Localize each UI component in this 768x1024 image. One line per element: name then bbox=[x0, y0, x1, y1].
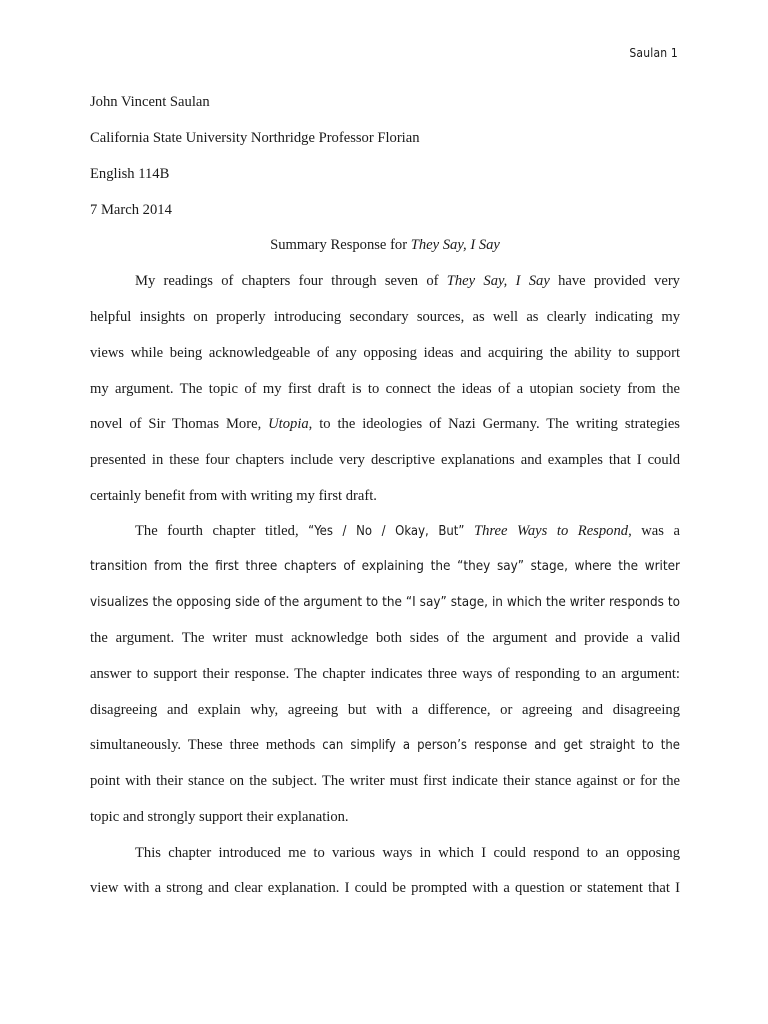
p2-l1e: , was a bbox=[628, 523, 680, 539]
p2-line-7 bbox=[90, 735, 680, 756]
p1-line-6: presented in these four chapters include very descriptive explanations and examples that I could bbox=[90, 452, 680, 468]
p1-l1-book: They Say, I Say bbox=[446, 273, 550, 289]
title-prefix: Summary Response for bbox=[270, 237, 411, 253]
date-line: 7 March 2014 bbox=[90, 202, 172, 218]
p2-line-1 bbox=[90, 521, 680, 542]
author-name: John Vincent Saulan bbox=[90, 94, 210, 110]
p2-line-2: transition from the first three chapters of explaining the “they say” stage, where the writer bbox=[90, 559, 680, 574]
p1-l1c: have provided very bbox=[549, 273, 680, 289]
p1-l5c: , to the ideologies of Nazi Germany. The writing strategies bbox=[308, 416, 680, 432]
p2-l7a: simultaneously. These three methods bbox=[90, 737, 323, 753]
p2-l7b: can simplify a person’s response and get straight to the bbox=[322, 738, 680, 753]
p2-line-8: point with their stance on the subject. The writer must first indicate their stance against or for the bbox=[90, 773, 680, 789]
p1-line-4: my argument. The topic of my first draft is to connect the ideas of a utopian society from the bbox=[90, 381, 680, 397]
p1-line-1 bbox=[90, 271, 680, 291]
running-head: Saulan 1 bbox=[629, 46, 678, 60]
p1-line-5 bbox=[90, 414, 680, 434]
p3-line-1: This chapter introduced me to various ways in which I could respond to an opposing bbox=[135, 845, 680, 861]
course-line: English 114B bbox=[90, 166, 170, 182]
title-book: They Say, I Say bbox=[410, 237, 500, 253]
p1-l5a: novel of Sir Thomas More, bbox=[90, 416, 269, 432]
p2-line-6: disagreeing and explain why, agreeing but with a difference, or agreeing and disagreeing bbox=[90, 702, 680, 718]
p1-line-2: helpful insights on properly introducing secondary sources, as well as clearly indicating my bbox=[90, 309, 680, 325]
p2-line-4: the argument. The writer must acknowledge both sides of the argument and provide a valid bbox=[90, 630, 680, 646]
p1-line-7: certainly benefit from with writing my first draft. bbox=[90, 488, 377, 504]
p2-line-9: topic and strongly support their explanation. bbox=[90, 809, 349, 825]
p2-line-3: visualizes the opposing side of the argument to the “I say” stage, in which the writer responds to bbox=[90, 595, 680, 610]
institution-line: California State University Northridge Professor Florian bbox=[90, 130, 420, 146]
p2-l1-quote: “Yes / No / Okay, But” bbox=[308, 524, 465, 539]
p1-l1a: My readings of chapters four through seven of bbox=[135, 273, 447, 289]
p1-l5-book: Utopia bbox=[268, 416, 309, 432]
p2-l1-space bbox=[464, 523, 474, 539]
p1-line-3: views while being acknowledgeable of any opposing ideas and acquiring the ability to support bbox=[90, 345, 680, 361]
p3-line-2: view with a strong and clear explanation. I could be prompted with a question or statement that I bbox=[90, 880, 680, 896]
p2-line-5: answer to support their response. The chapter indicates three ways of responding to an argument: bbox=[90, 666, 680, 682]
p2-l1-subtitle: Three Ways to Respond bbox=[474, 523, 629, 539]
paper-title bbox=[90, 235, 680, 255]
p2-l1a: The fourth chapter titled, bbox=[135, 523, 309, 539]
